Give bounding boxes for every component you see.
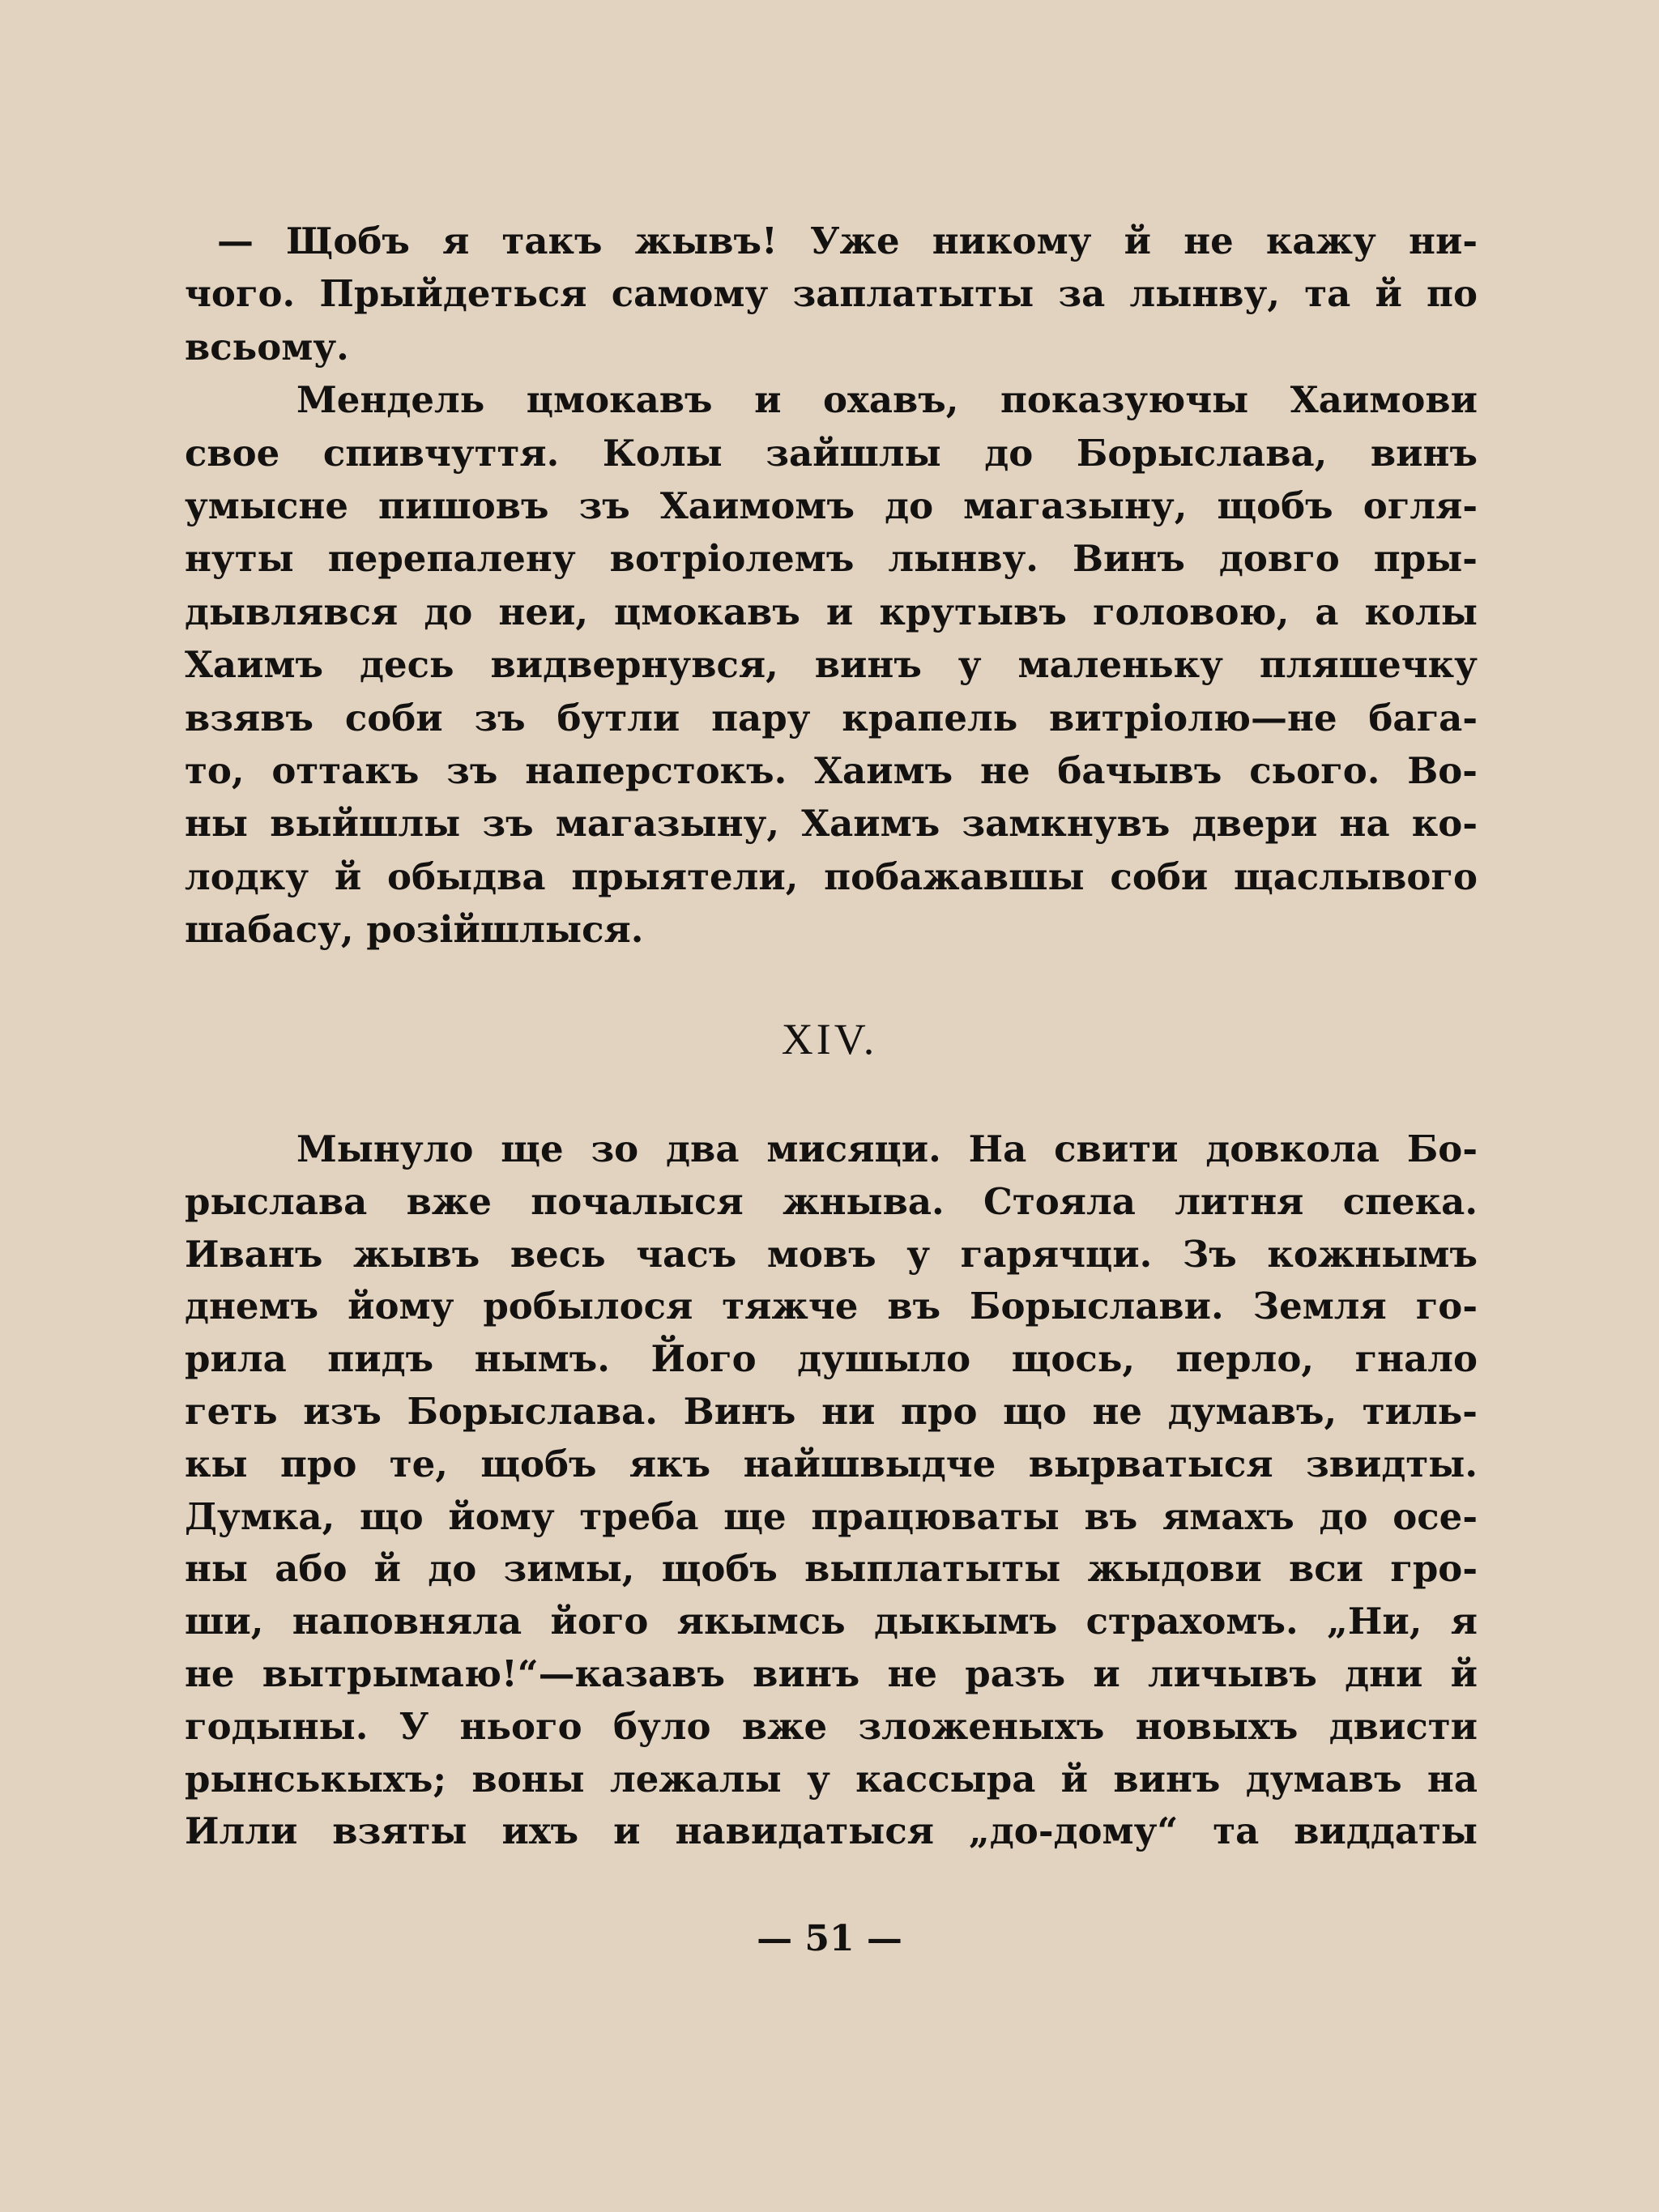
text-line: лодку й обыдва прыятели, побажавшы соби щаслывого xyxy=(185,855,1478,898)
text-line: Мынуло ще зо два мисяци. На свити довкола Бо- xyxy=(296,1127,1478,1170)
text-line: рила пидъ нымъ. Його душыло щось, перло, гнало xyxy=(185,1337,1478,1381)
text-line: Хаимъ десь видвернувся, винъ у маленьку пляшечку xyxy=(185,643,1478,687)
text-line: всьому. xyxy=(185,325,349,369)
text-block-bottom xyxy=(185,1123,1478,1858)
text-line: не вытрымаю!“—казавъ винъ не разъ и личывъ дни й xyxy=(185,1652,1478,1695)
text-line: ны або й до зимы, щобъ выплатыты жыдови вси гро- xyxy=(185,1547,1478,1591)
text-line: дывлявся до неи, цмокавъ и крутывъ головою, а колы xyxy=(185,590,1478,633)
text-line: годыны. У нього було вже зложеныхъ новыхъ двисти xyxy=(185,1704,1478,1748)
text-line: Иванъ жывъ весь часъ мовъ у гарячци. Зъ кожнымъ xyxy=(185,1232,1478,1276)
page-number: — 51 — xyxy=(757,1918,902,1959)
text-line: рыслава вже почалыся жныва. Стояла литня спека. xyxy=(185,1179,1478,1223)
text-line: днемъ йому робылося тяжче въ Борыслави. Земля го- xyxy=(185,1285,1478,1328)
chapter-heading: XIV. xyxy=(781,1015,878,1063)
paragraph-1 xyxy=(185,215,1478,373)
text-block-top xyxy=(185,215,1478,957)
text-line: геть изъ Борыслава. Винъ ни про що не думавъ, тиль- xyxy=(185,1389,1478,1433)
text-line: нуты перепалену вотріолемъ лынву. Винъ довго пры- xyxy=(185,537,1478,581)
text-line: ши, наповняла його якымсь дыкымъ страхомъ. „Ни, я xyxy=(185,1600,1478,1643)
text-line: ны выйшлы зъ магазыну, Хаимъ замкнувъ двери на ко- xyxy=(185,802,1478,846)
text-line: рынськыхъ; воны лежалы у кассыра й винъ думавъ на xyxy=(185,1757,1478,1801)
text-line: умысне пишовъ зъ Хаимомъ до магазыну, щобъ огля- xyxy=(185,484,1478,528)
text-line: свое спивчуття. Колы зайшлы до Борыслава, винъ xyxy=(185,431,1478,475)
text-line: кы про те, щобъ якъ найшвыдче вырватыся звидты. xyxy=(185,1442,1478,1485)
text-line: то, оттакъ зъ наперстокъ. Хаимъ не бачывъ сього. Во- xyxy=(185,749,1478,793)
text-line: чого. Прыйдеться самому заплатыты за лынву, та й по xyxy=(185,272,1478,316)
text-line: Думка, що йому треба ще працюваты въ ямахъ до осе- xyxy=(185,1494,1478,1538)
paragraph-3 xyxy=(185,1123,1478,1858)
text-line: взявъ соби зъ бутли пару крапель витріолю—не бага- xyxy=(185,696,1478,739)
text-line: шабасу, розійшлыся. xyxy=(185,908,644,952)
text-line: Илли взяты ихъ и навидатыся „до-дому“ та виддаты xyxy=(185,1809,1478,1853)
paragraph-2 xyxy=(185,373,1478,956)
text-line: — Щобъ я такъ жывъ! Уже никому й не кажу ни- xyxy=(217,219,1478,262)
text-line: Мендель цмокавъ и охавъ, показуючы Хаимови xyxy=(296,378,1478,422)
